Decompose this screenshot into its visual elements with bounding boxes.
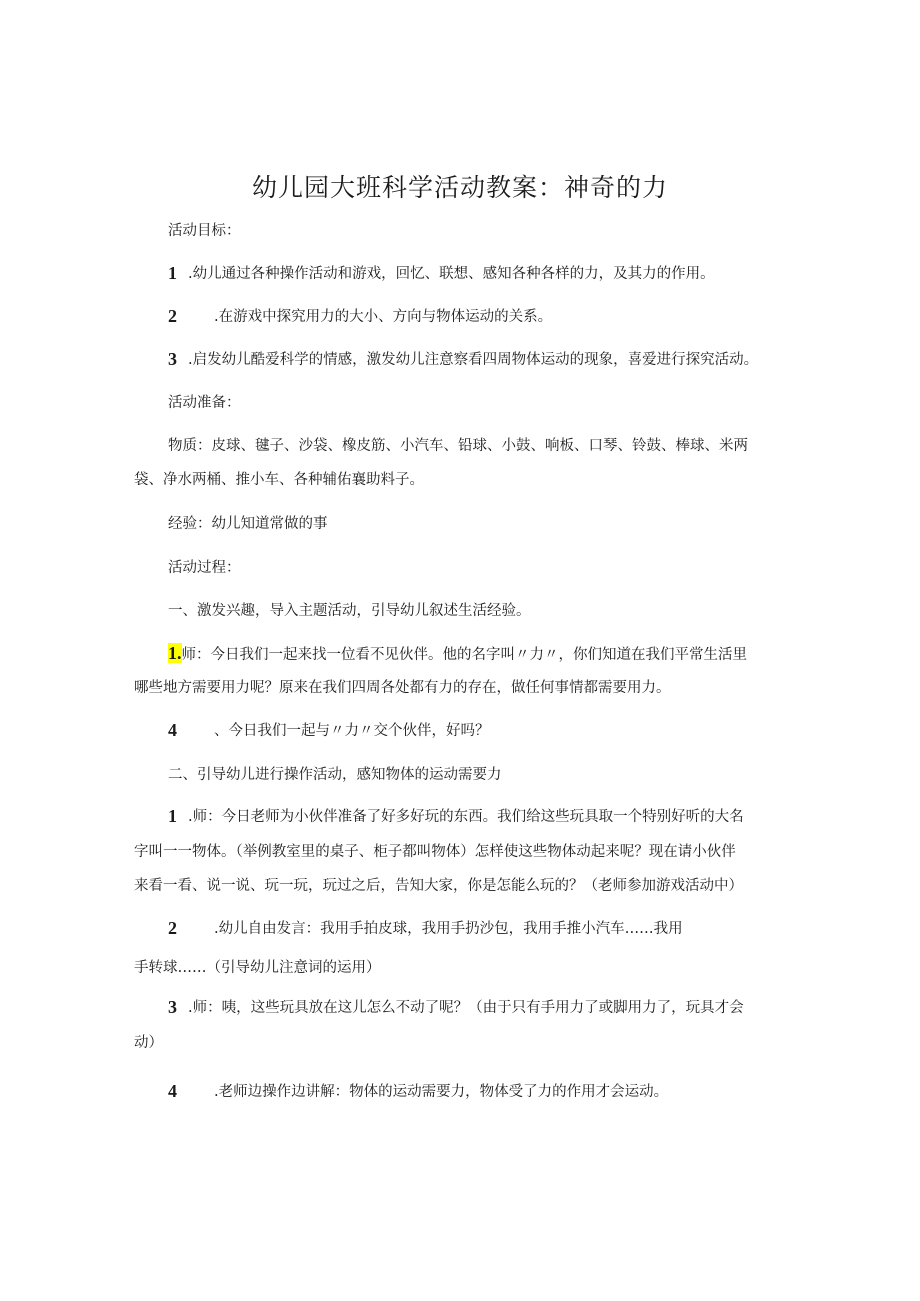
highlighted-number: 1.	[168, 643, 182, 663]
item-text: .师：咦，这些玩具放在这儿怎么不动了呢？（由于只有手用力了或脚用力了，玩具才会	[188, 1000, 744, 1016]
prep-heading: 活动准备：	[168, 395, 241, 411]
item-text-continued: 哪些地方需要用力呢？原来在我们四周各处都有力的存在，做任何事情都需要用力。	[134, 680, 671, 696]
section-title: 二、引导幼儿进行操作活动，感知物体的运动需要力	[168, 767, 502, 783]
item-number: 4	[168, 1081, 177, 1101]
goal-number: 1	[168, 263, 177, 283]
section-title: 一、激发兴趣，导入主题活动，引导幼儿叙述生活经验。	[168, 603, 531, 619]
item-text-continued: 手转球……（引导幼儿注意词的运用）	[134, 960, 381, 976]
item-text: .老师边操作边讲解：物体的运动需要力，物体受了力的作用才会运动。	[214, 1084, 669, 1100]
process-heading: 活动过程：	[168, 560, 241, 576]
materials-line: 物质：皮球、毽子、沙袋、橡皮筋、小汽车、铅球、小鼓、响板、口琴、铃鼓、棒球、米两	[168, 438, 748, 454]
item-number: 2	[168, 918, 177, 938]
item-text: .师：今日老师为小伙伴准备了好多好玩的东西。我们给这些玩具取一个特别好听的大名	[188, 809, 744, 825]
goal-text: .启发幼儿酷爱科学的情感，激发幼儿注意察看四周物体运动的现象，喜爱进行探究活动。	[188, 352, 759, 368]
goals-heading: 活动目标：	[168, 223, 241, 239]
item-number: 3	[168, 997, 177, 1017]
list-item	[168, 643, 747, 665]
item-text: .幼儿自由发言：我用手拍皮球，我用手扔沙包，我用手推小汽车……我用	[214, 921, 683, 937]
materials-line: 袋、净水两桶、推小车、各种辅佑襄助料子。	[134, 472, 424, 488]
goal-number: 2	[168, 306, 177, 326]
item-number: 1	[168, 806, 177, 826]
experience-line: 经验：幼儿知道常做的事	[168, 516, 328, 532]
item-text-continued: 来看一看、说一说、玩一玩，玩过之后，告知大家，你是怎能么玩的？（老师参加游戏活动中）	[134, 878, 743, 894]
document-title: 幼儿园大班科学活动教案：神奇的力	[251, 173, 668, 202]
item-text-continued: 字叫一一物体。（举例教室里的桌子、柜子都叫物体）怎样使这些物体动起来呢？现在请小伙伴	[134, 844, 736, 860]
item-text: 师：今日我们一起来找一位看不见伙伴。他的名字叫〃力〃，你们知道在我们平常生活里	[181, 647, 747, 663]
item-text: 、今日我们一起与〃力〃交个伙伴，好吗？	[214, 723, 490, 739]
goal-text: .幼儿通过各种操作活动和游戏，回忆、联想、感知各种各样的力，及其力的作用。	[188, 266, 715, 282]
item-text-continued: 动）	[134, 1035, 163, 1051]
item-number: 4	[168, 720, 177, 740]
goal-number: 3	[168, 349, 177, 369]
goal-text: .在游戏中探究用力的大小、方向与物体运动的关系。	[214, 309, 553, 325]
